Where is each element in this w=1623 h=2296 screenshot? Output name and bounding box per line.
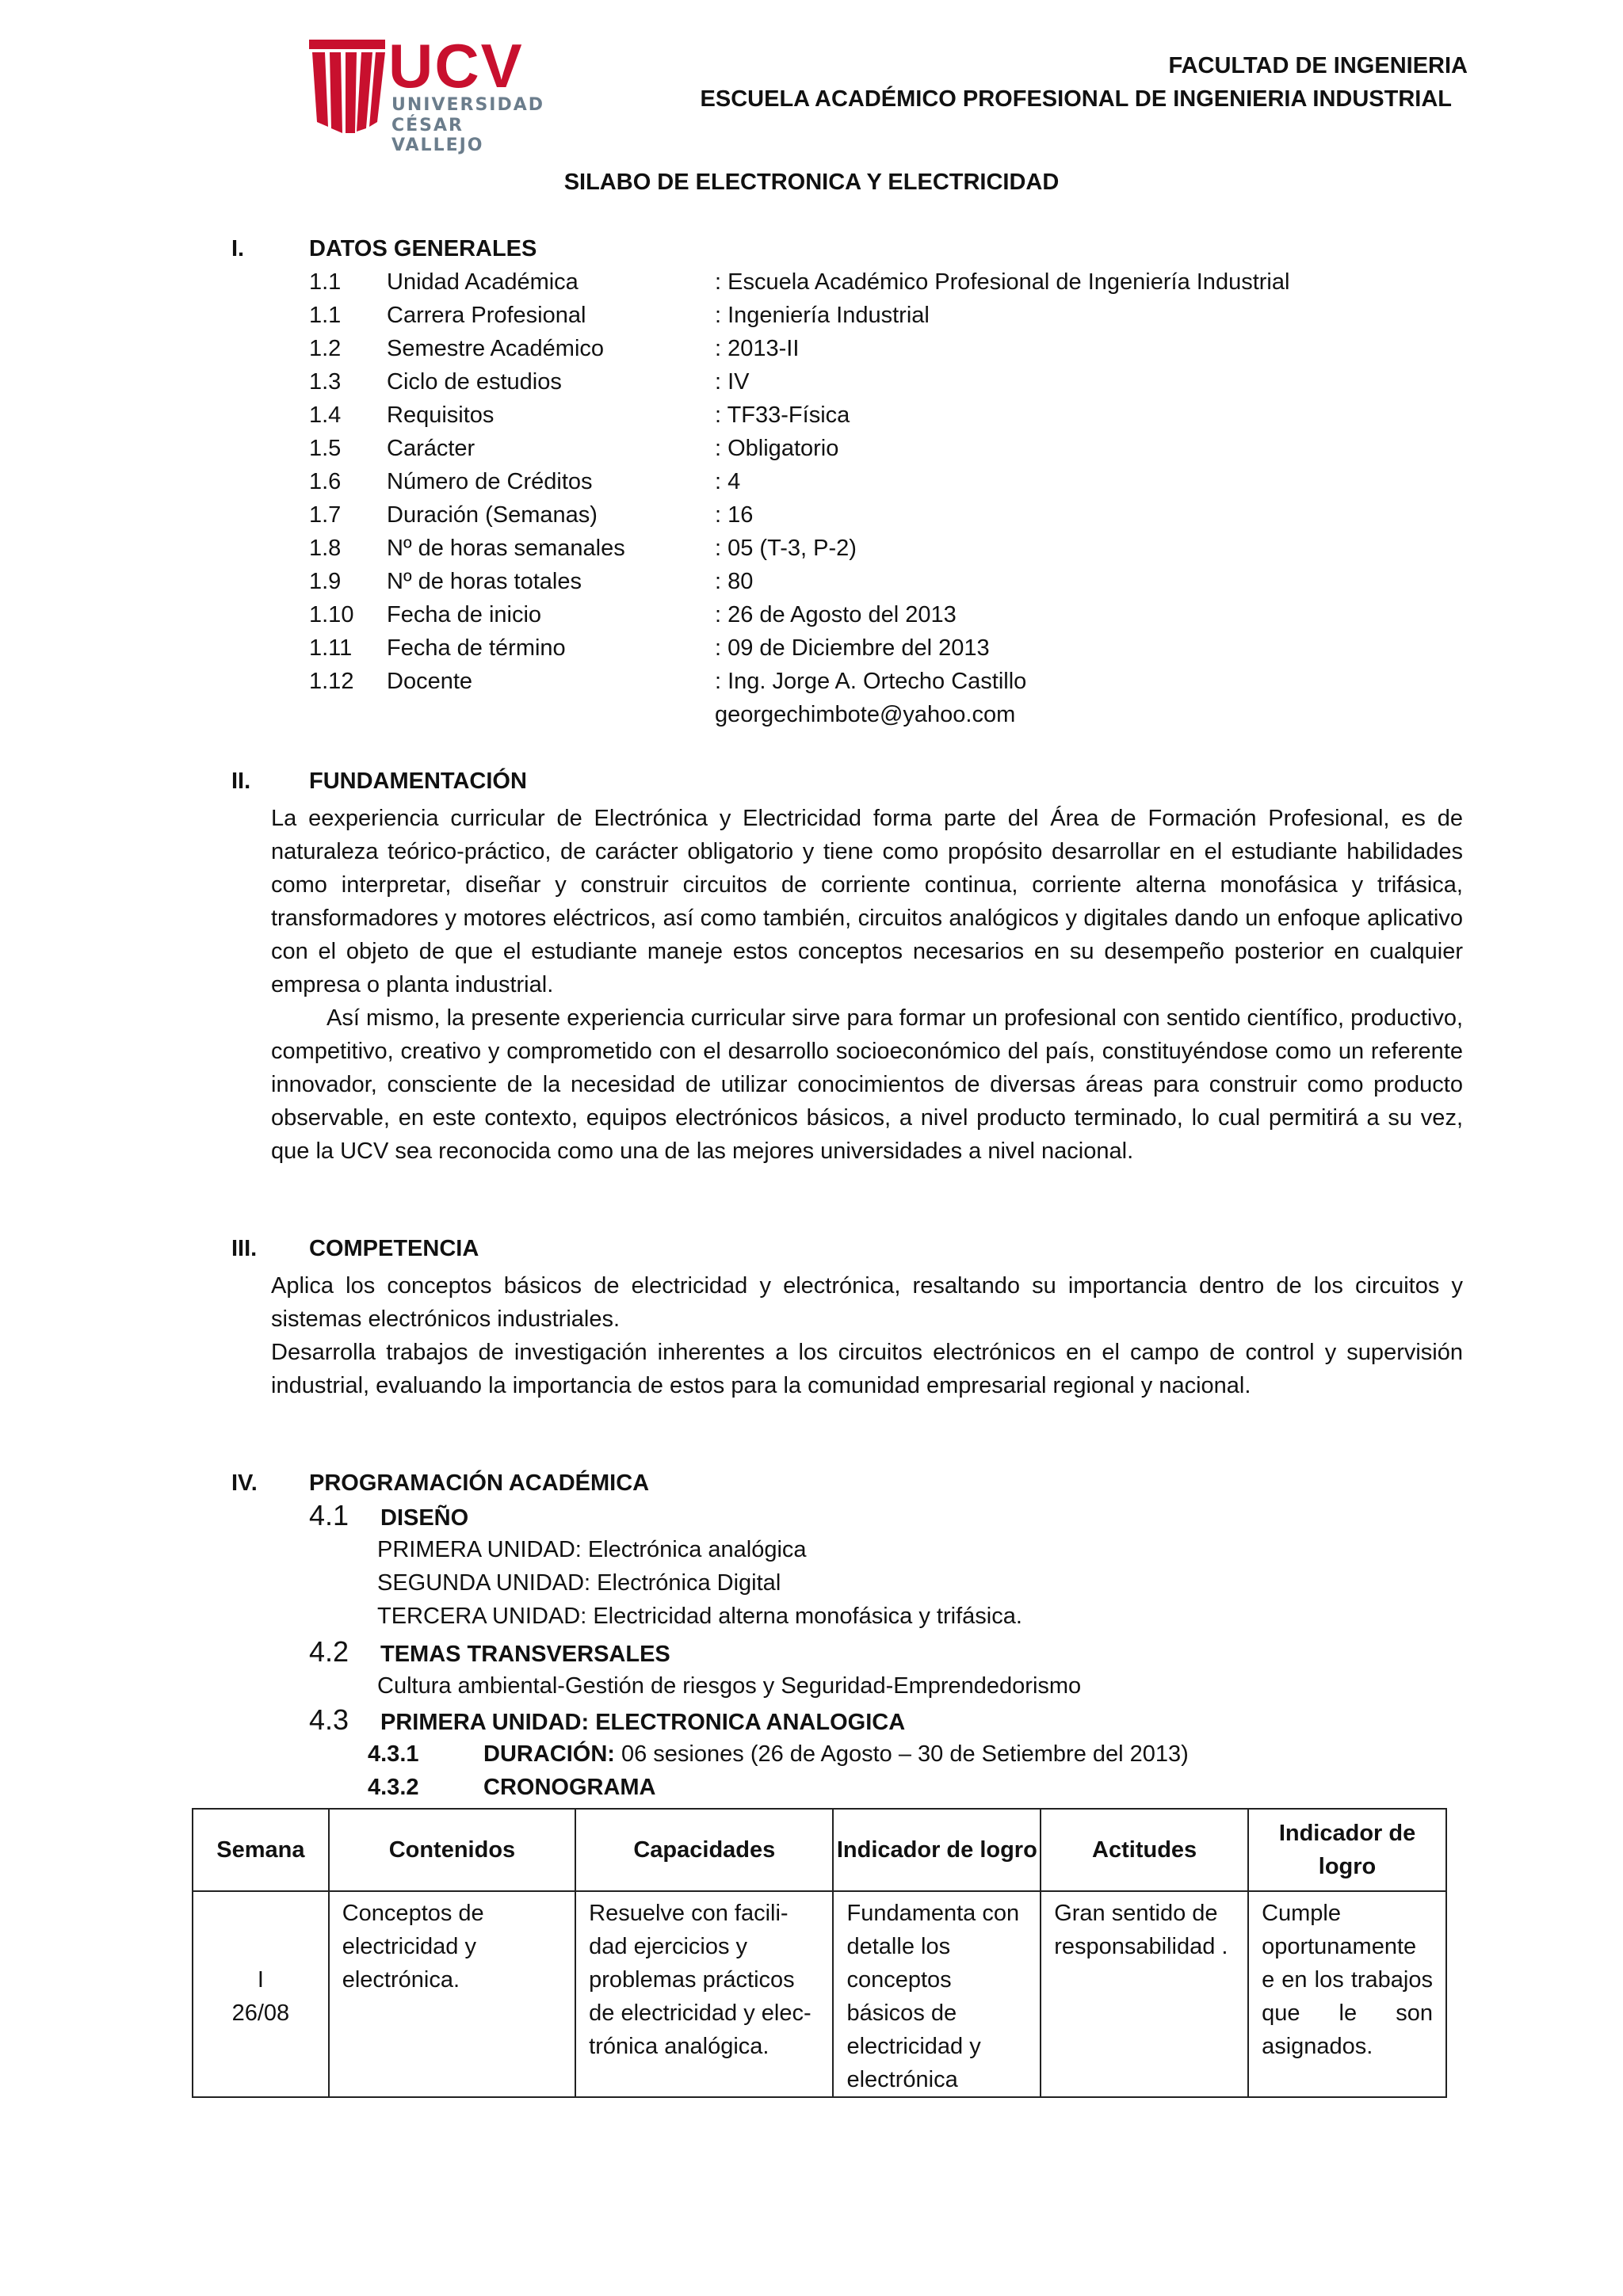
- section-number: IV.: [231, 1470, 258, 1496]
- subsection-4-2: [309, 1635, 670, 1669]
- subsection-title: DISEÑO: [380, 1505, 469, 1531]
- capacidades-cell: Resuelve con facili-dad ejercicios y problemas prácticos de electricidad y elec-trónica analógica.: [575, 1891, 833, 2097]
- subsection-number: 4.3: [309, 1703, 349, 1736]
- row-number: 1.5: [309, 436, 342, 461]
- column-header: Contenidos: [329, 1809, 575, 1891]
- row-number: 1.7: [309, 502, 342, 528]
- subsection-title: TEMAS TRANSVERSALES: [380, 1642, 670, 1667]
- row-value: : 2013-II: [715, 336, 800, 361]
- section-number: III.: [231, 1236, 258, 1261]
- table-header-row: [193, 1809, 1446, 1891]
- faculty-name: FACULTAD DE INGENIERIA: [1168, 53, 1468, 78]
- row-number: 1.4: [309, 402, 342, 428]
- indicador-cell: Fundamenta con detalle los conceptos básicos de electricidad y electrónica: [833, 1891, 1041, 2097]
- section-title: FUNDAMENTACIÓN: [309, 769, 527, 794]
- week-date: 26/08: [231, 2000, 290, 2026]
- fundamentacion-text: [271, 802, 1463, 1168]
- contenidos-cell: Conceptos de electricidad y electrónica.: [329, 1891, 575, 2097]
- paragraph: Desarrolla trabajos de investigación inherentes a los circuitos electrónicos en el campo de control y supervisión industrial, evaluando la importancia de estos para la comunidad empresarial regional y nacional.: [271, 1340, 1463, 1398]
- row-value: : 05 (T-3, P-2): [715, 536, 857, 561]
- row-number: 1.1: [309, 303, 342, 328]
- row-value: : Ingeniería Industrial: [715, 303, 930, 328]
- row-label: Fecha de inicio: [387, 602, 542, 627]
- document-title: SILABO DE ELECTRONICA Y ELECTRICIDAD: [563, 170, 1060, 195]
- subsection-title: CRONOGRAMA: [483, 1775, 656, 1800]
- unit-item: SEGUNDA UNIDAD: Electrónica Digital: [377, 1570, 781, 1596]
- row-value: : 80: [715, 569, 754, 594]
- row-value: : Escuela Académico Profesional de Ingeniería Industrial: [715, 269, 1290, 295]
- row-value: : Obligatorio: [715, 436, 839, 461]
- row-label: Número de Créditos: [387, 469, 593, 494]
- subsection-4-3-2: [368, 1775, 656, 1801]
- subsection-title: PRIMERA UNIDAD: ELECTRONICA ANALOGICA: [380, 1710, 906, 1735]
- subsection-number: 4.3.1: [368, 1741, 419, 1767]
- row-label: Nº de horas semanales: [387, 536, 625, 561]
- row-number: 1.2: [309, 336, 342, 361]
- row-number: 1.10: [309, 602, 354, 627]
- indicador-cell: Cumple oportunamente e en los trabajos que le son asignados.: [1248, 1891, 1446, 2097]
- row-number: 1.11: [309, 635, 353, 661]
- logo-wordmark: UCV: [388, 31, 524, 101]
- ucv-logo: [309, 31, 545, 155]
- column-header: Indicador de logro: [833, 1809, 1041, 1891]
- row-label: Semestre Académico: [387, 336, 605, 361]
- section-number: I.: [231, 236, 245, 261]
- row-value: : TF33-Física: [715, 402, 850, 428]
- subsection-4-1: [309, 1499, 468, 1532]
- logo-line-2: CÉSAR VALLEJO: [391, 116, 484, 155]
- row-label: Unidad Académica: [387, 269, 579, 295]
- column-header: Capacidades: [575, 1809, 833, 1891]
- row-label: Fecha de término: [387, 635, 566, 661]
- week-number: I: [257, 1967, 264, 1993]
- row-value: : IV: [715, 369, 750, 395]
- subsection-number: 4.1: [309, 1499, 349, 1531]
- column-header: Semana: [193, 1809, 329, 1891]
- row-label: Duración (Semanas): [387, 502, 598, 528]
- row-value: : 4: [715, 469, 741, 494]
- logo-emblem-icon: [309, 40, 385, 135]
- transversal-topics: Cultura ambiental-Gestión de riesgos y Seguridad-Emprendedorismo: [377, 1673, 1082, 1699]
- subsection-number: 4.3.2: [368, 1775, 419, 1800]
- paragraph: Aplica los conceptos básicos de electricidad y electrónica, resaltando su importancia dentro de los circuitos y sistemas electrónicos industriales.: [271, 1273, 1463, 1332]
- row-label: Docente: [387, 669, 473, 694]
- column-header: Indicador de logro: [1248, 1809, 1446, 1891]
- row-number: 1.12: [309, 669, 354, 694]
- row-value: : 09 de Diciembre del 2013: [715, 635, 990, 661]
- row-value: : 26 de Agosto del 2013: [715, 602, 957, 627]
- row-number: 1.3: [309, 369, 342, 395]
- cronograma-table: [192, 1808, 1447, 2098]
- actitudes-cell: Gran sentido de responsabilidad .: [1041, 1891, 1248, 2097]
- row-number: 1.9: [309, 569, 342, 594]
- paragraph: Así mismo, la presente experiencia curricular sirve para formar un profesional con sentido científico, productivo, competitivo, creativo y comprometido con el desarrollo socioeconómico del país, constituyéndose como un referente innovador, consciente de la necesidad de utilizar conocimientos de diversas áreas para construir como producto observable, en este contexto, equipos electrónicos básicos, a nivel producto terminado, lo cual permitirá a su vez, que la UCV sea reconocida como una de las mejores universidades a nivel nacional.: [271, 1005, 1463, 1164]
- logo-line-1: UNIVERSIDAD: [391, 95, 545, 115]
- subsection-number: 4.2: [309, 1635, 349, 1668]
- table-row: [193, 1891, 1446, 2097]
- competencia-text: [271, 1269, 1463, 1402]
- row-label: Ciclo de estudios: [387, 369, 562, 395]
- header-institution: [701, 49, 1468, 116]
- subsection-4-3: [309, 1703, 905, 1737]
- section-title: PROGRAMACIÓN ACADÉMICA: [309, 1470, 650, 1496]
- subsection-4-3-1: [368, 1741, 1189, 1768]
- row-label: Nº de horas totales: [387, 569, 582, 594]
- section-number: II.: [231, 769, 251, 794]
- row-value: georgechimbote@yahoo.com: [715, 702, 1016, 727]
- row-label: Carrera Profesional: [387, 303, 586, 328]
- row-number: 1.1: [309, 269, 342, 295]
- school-name: ESCUELA ACADÉMICO PROFESIONAL DE INGENIERIA INDUSTRIAL: [700, 86, 1452, 112]
- row-value: : 16: [715, 502, 754, 528]
- duration-label: DURACIÓN:: [483, 1741, 615, 1767]
- row-number: 1.6: [309, 469, 342, 494]
- paragraph: La eexperiencia curricular de Electrónica y Electricidad forma parte del Área de Formación Profesional, es de naturaleza teórico-práctico, de carácter obligatorio y tiene como propósito desarrollar en el estudiante habilidades como interpretar, diseñar y construir circuitos de corriente continua, corriente alterna monofásica y trifásica, transformadores y motores eléctricos, así como también, circuitos analógicos y digitales dando un enfoque aplicativo con el objeto de que el estudiante maneje estos conceptos necesarios en su desempeño posterior en cualquier empresa o planta industrial.: [271, 806, 1463, 997]
- duration-text: 06 sesiones (26 de Agosto – 30 de Setiembre del 2013): [614, 1741, 1189, 1767]
- week-cell: [193, 1891, 329, 2097]
- unit-item: PRIMERA UNIDAD: Electrónica analógica: [377, 1537, 807, 1562]
- section-title: COMPETENCIA: [309, 1236, 479, 1261]
- row-label: Requisitos: [387, 402, 495, 428]
- row-number: 1.8: [309, 536, 342, 561]
- row-value: : Ing. Jorge A. Ortecho Castillo: [715, 669, 1027, 694]
- row-label: Carácter: [387, 436, 475, 461]
- section-title: DATOS GENERALES: [309, 236, 537, 261]
- unit-item: TERCERA UNIDAD: Electricidad alterna monofásica y trifásica.: [377, 1604, 1022, 1629]
- column-header: Actitudes: [1041, 1809, 1248, 1891]
